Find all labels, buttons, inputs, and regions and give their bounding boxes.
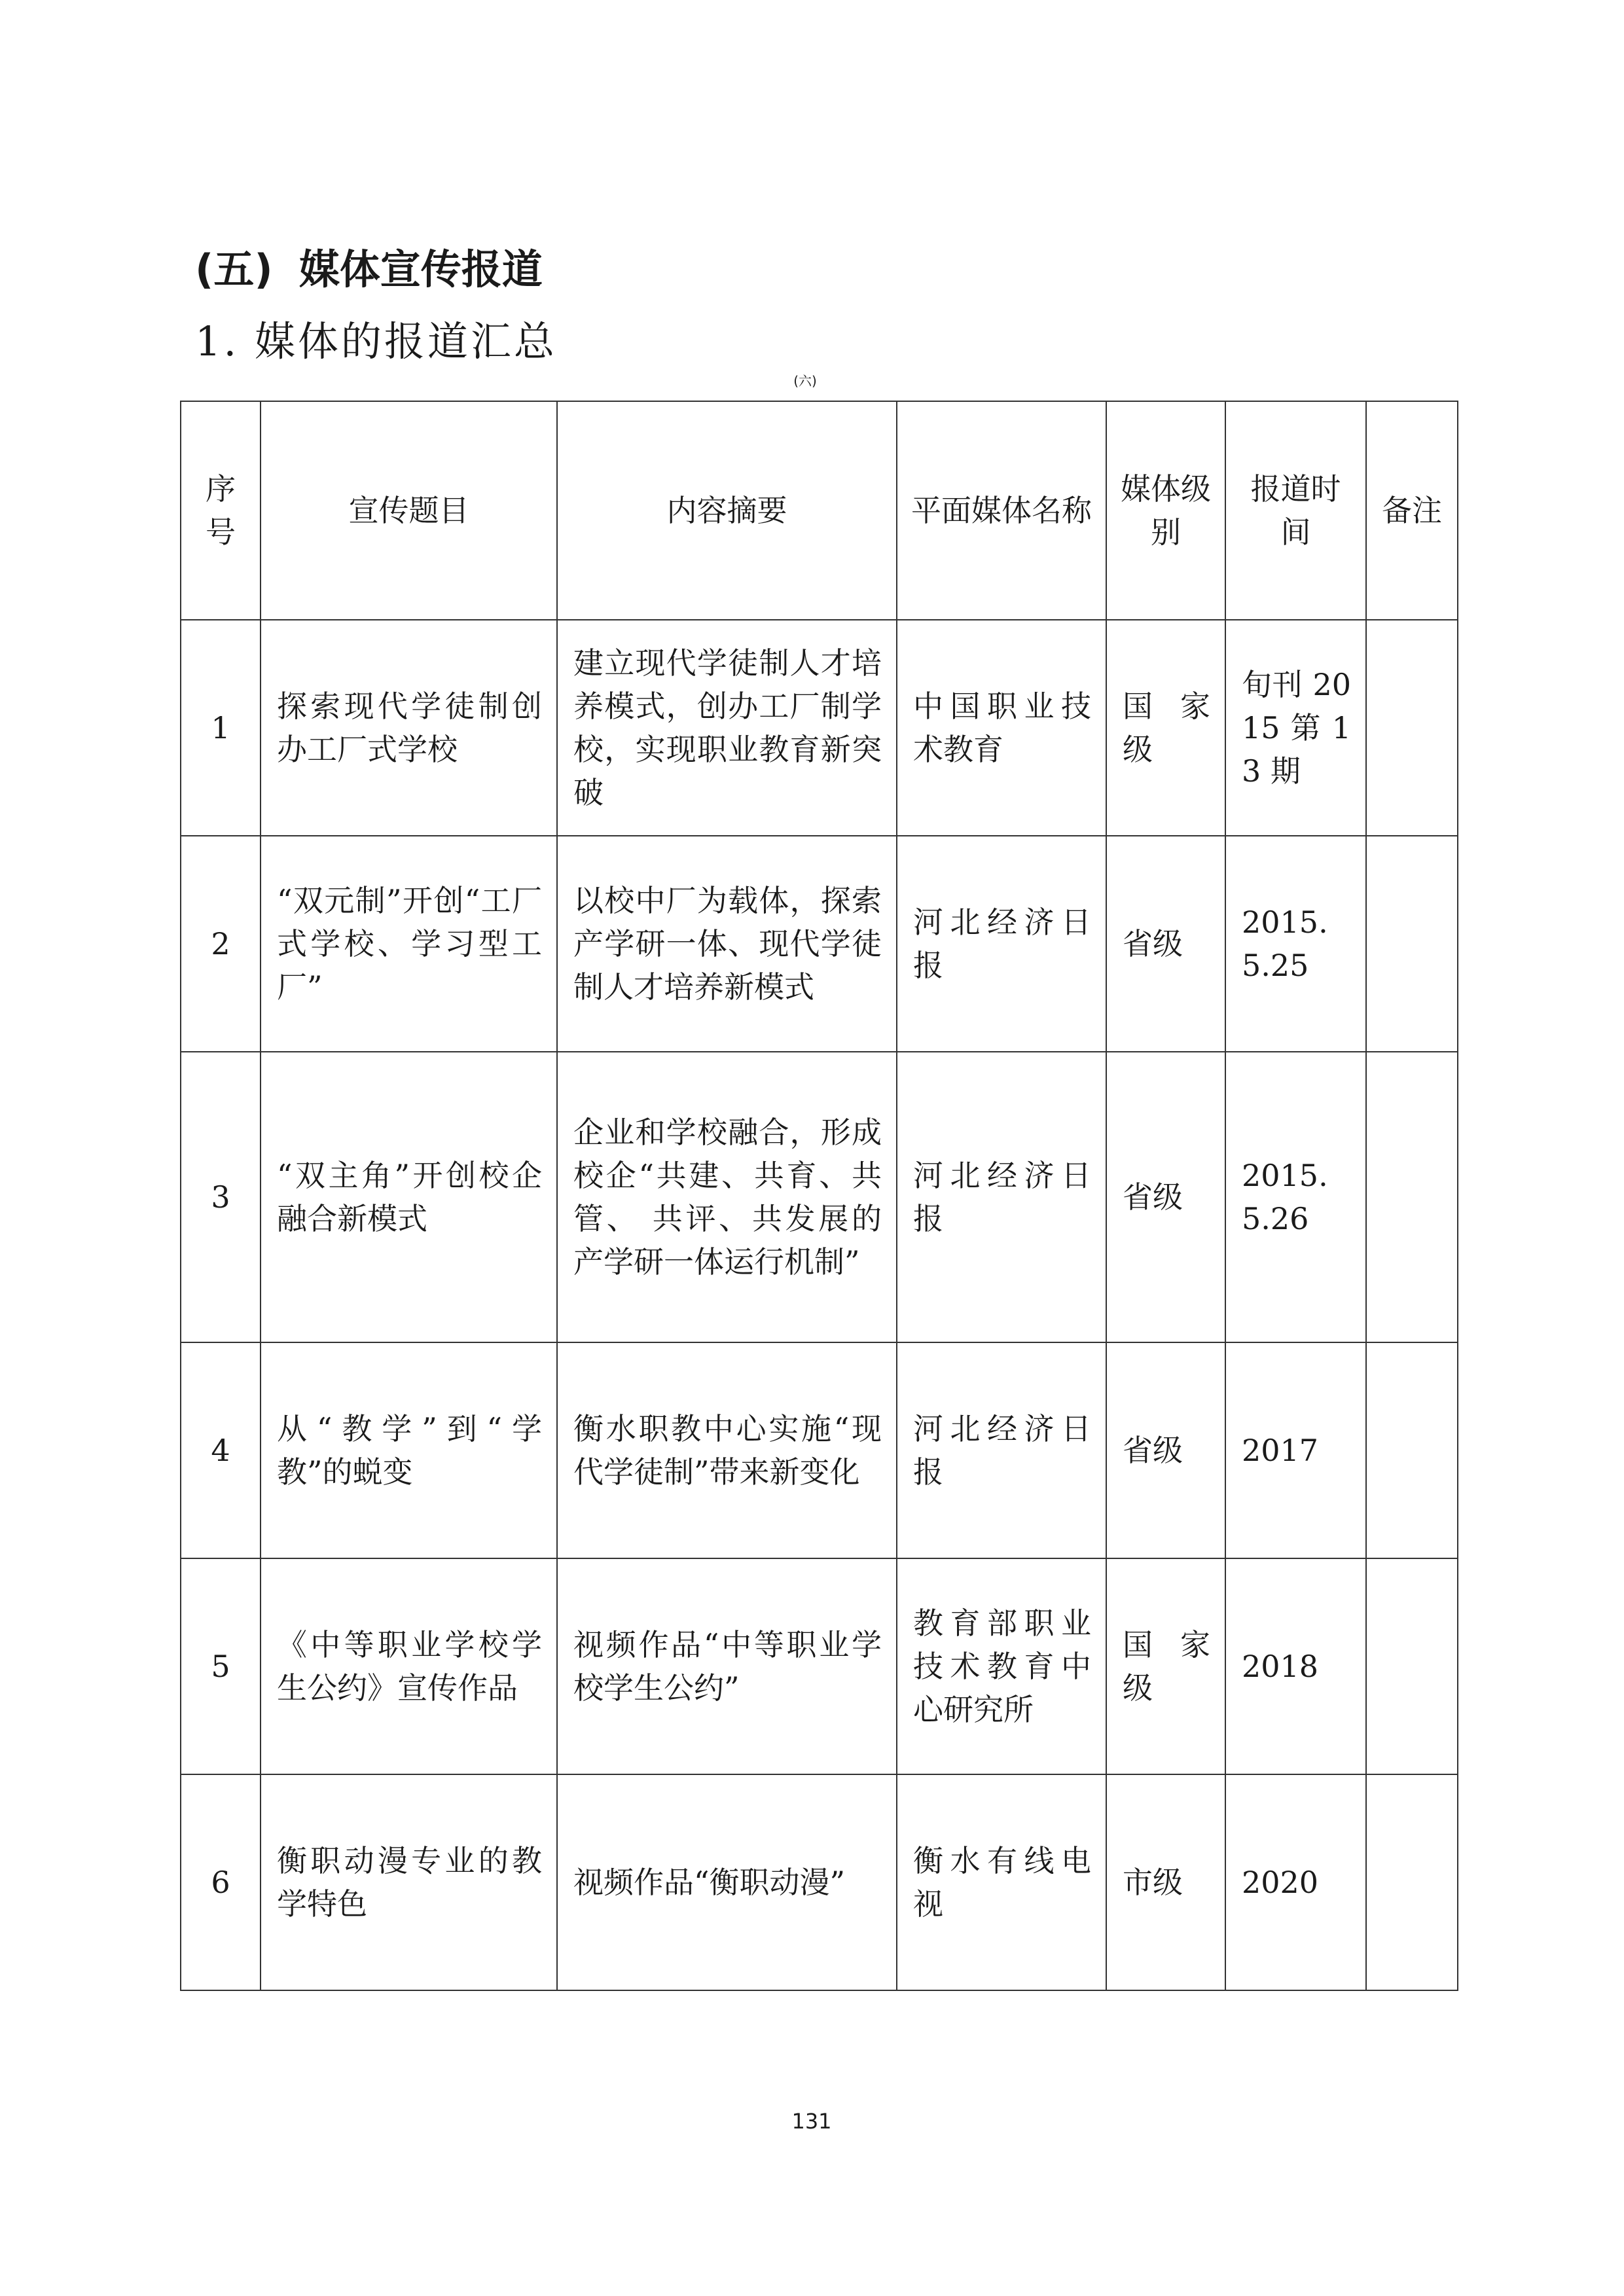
media-report-table — [180, 401, 1458, 1991]
cell-level: 市级 — [1106, 1774, 1225, 1990]
cell-title: 探索现代学徒制创办工厂式学校 — [261, 620, 557, 836]
table-row — [181, 1342, 1458, 1558]
cell-date: 2015.5.25 — [1225, 836, 1366, 1052]
subsection-title: 1. 媒体的报道汇总 — [195, 317, 557, 365]
table-header-row — [181, 401, 1458, 620]
page-number: 131 — [791, 2109, 832, 2134]
table-row — [181, 1774, 1458, 1990]
cell-title: “双元制”开创“工厂式学校、学习型工厂” — [261, 836, 557, 1052]
cell-media: 衡水有线电视 — [897, 1774, 1106, 1990]
cell-media: 教育部职业技术教育中心研究所 — [897, 1558, 1106, 1774]
cell-media: 河北经济日报 — [897, 1052, 1106, 1342]
cell-note — [1366, 1342, 1458, 1558]
table-row — [181, 836, 1458, 1052]
cell-summary: 建立现代学徒制人才培养模式，创办工厂制学校，实现职业教育新突破 — [557, 620, 897, 836]
header-title: 宣传题目 — [261, 401, 557, 620]
cell-title: 衡职动漫专业的教学特色 — [261, 1774, 557, 1990]
section-title: 媒体宣传报道 — [298, 245, 543, 293]
header-media: 平面媒体名称 — [897, 401, 1106, 620]
cell-no: 2 — [181, 836, 261, 1052]
cell-date: 2018 — [1225, 1558, 1366, 1774]
table-row — [181, 1558, 1458, 1774]
cell-title: “双主角”开创校企融合新模式 — [261, 1052, 557, 1342]
cell-summary: 以校中厂为载体，探索产学研一体、现代学徒制人才培养新模式 — [557, 836, 897, 1052]
cell-summary: 视频作品“衡职动漫” — [557, 1774, 897, 1990]
header-no: 序号 — [181, 401, 261, 620]
cell-title: 《中等职业学校学生公约》宣传作品 — [261, 1558, 557, 1774]
cell-summary: 视频作品“中等职业学校学生公约” — [557, 1558, 897, 1774]
table-marker: (六) — [793, 373, 817, 389]
section-number: (五) — [195, 245, 273, 293]
cell-summary: 衡水职教中心实施“现代学徒制”带来新变化 — [557, 1342, 897, 1558]
cell-note — [1366, 620, 1458, 836]
cell-media: 河北经济日报 — [897, 836, 1106, 1052]
table-row — [181, 620, 1458, 836]
cell-note — [1366, 1774, 1458, 1990]
cell-note — [1366, 836, 1458, 1052]
cell-no: 4 — [181, 1342, 261, 1558]
cell-date: 2015.5.26 — [1225, 1052, 1366, 1342]
cell-level: 省级 — [1106, 836, 1225, 1052]
cell-title: 从“教学”到“学教”的蜕变 — [261, 1342, 557, 1558]
cell-date: 2020 — [1225, 1774, 1366, 1990]
cell-media: 河北经济日报 — [897, 1342, 1106, 1558]
cell-note — [1366, 1052, 1458, 1342]
cell-no: 6 — [181, 1774, 261, 1990]
cell-level: 省级 — [1106, 1052, 1225, 1342]
cell-level: 省级 — [1106, 1342, 1225, 1558]
cell-date: 2017 — [1225, 1342, 1366, 1558]
cell-date: 旬刊 2015 第 13 期 — [1225, 620, 1366, 836]
header-summary: 内容摘要 — [557, 401, 897, 620]
header-note: 备注 — [1366, 401, 1458, 620]
cell-media: 中国职业技术教育 — [897, 620, 1106, 836]
cell-no: 1 — [181, 620, 261, 836]
section-heading — [195, 243, 543, 296]
cell-note — [1366, 1558, 1458, 1774]
cell-summary: 企业和学校融合，形成校企“共建、共育、共管、 共评、共发展的产学研一体运行机制” — [557, 1052, 897, 1342]
table-row — [181, 1052, 1458, 1342]
header-level: 媒体级别 — [1106, 401, 1225, 620]
cell-level: 国家级 — [1106, 1558, 1225, 1774]
header-date: 报道时间 — [1225, 401, 1366, 620]
cell-no: 3 — [181, 1052, 261, 1342]
cell-level: 国家级 — [1106, 620, 1225, 836]
cell-no: 5 — [181, 1558, 261, 1774]
